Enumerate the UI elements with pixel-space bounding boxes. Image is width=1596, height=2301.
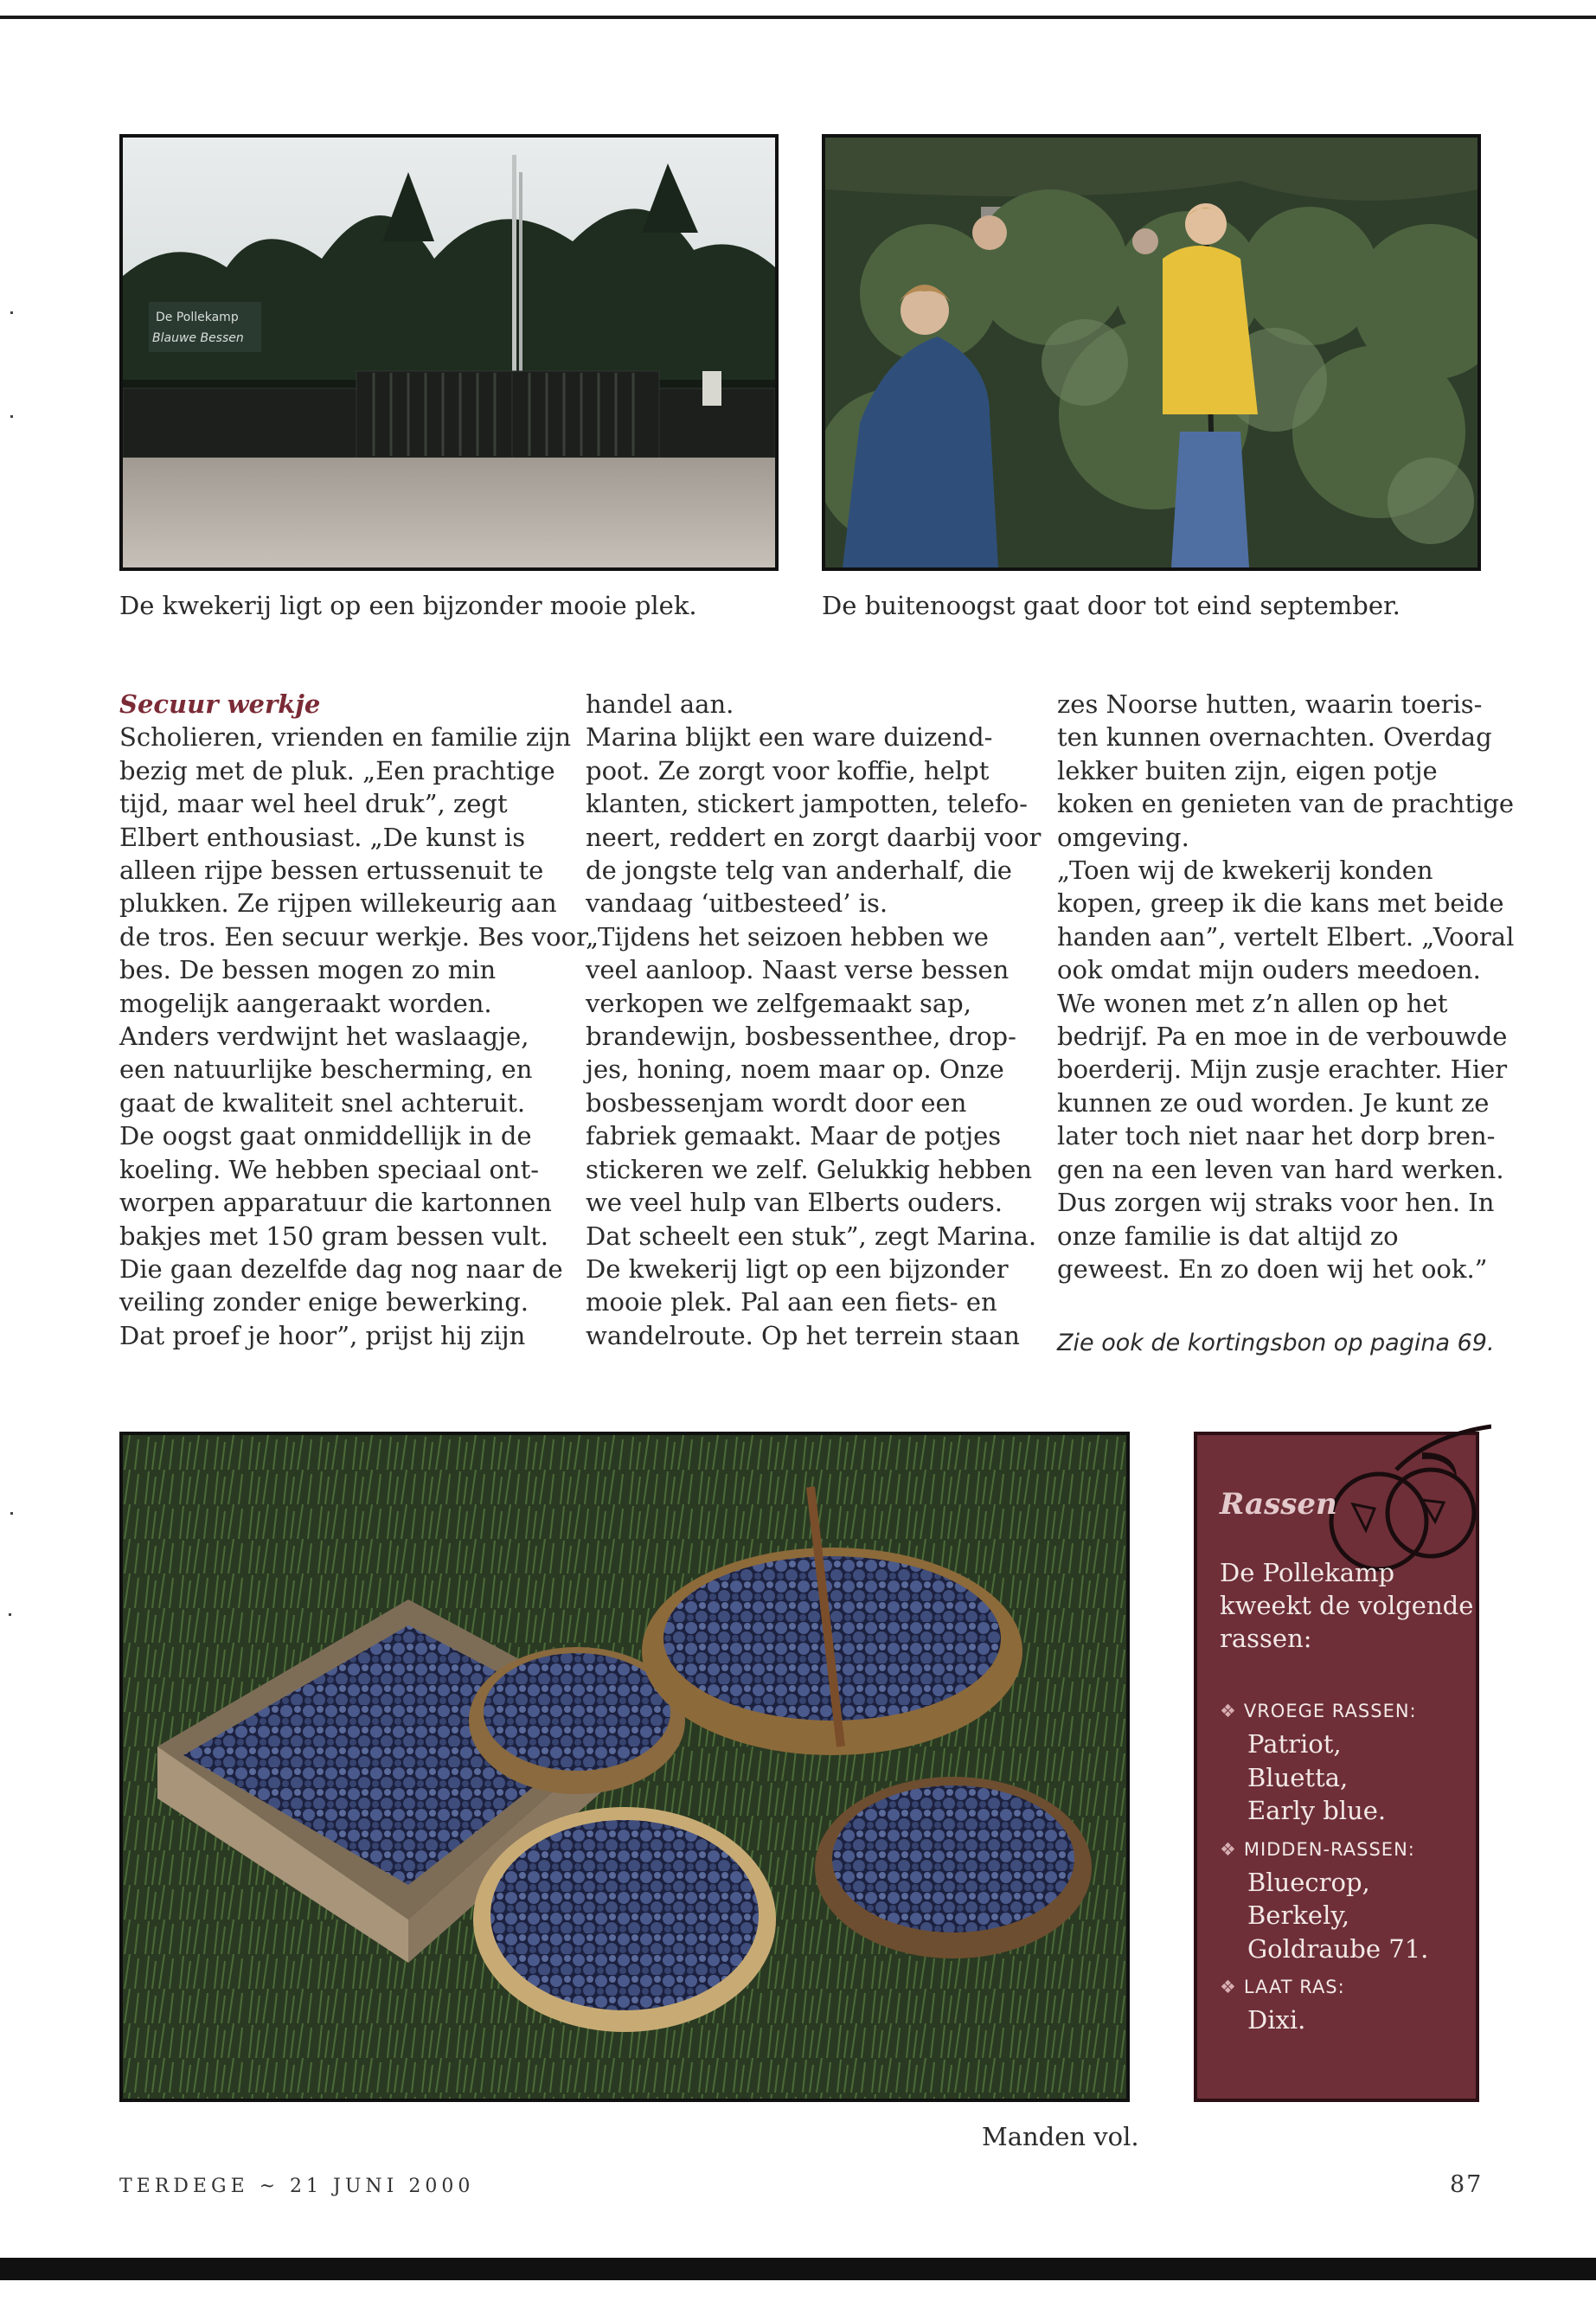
variety-group-label: VROEGE RASSEN: xyxy=(1243,1701,1417,1721)
col3-line: zes Noorse hutten, waarin toeris- xyxy=(1057,689,1483,719)
variety-group-heading xyxy=(1220,1971,1428,2003)
sign-line-2: Blauwe Bessen xyxy=(152,331,244,345)
variety-item: Bluecrop, xyxy=(1247,1867,1370,1897)
col3-line: onze familie is dat altijd zo xyxy=(1057,1221,1399,1251)
col1-line: De oogst gaat onmiddellijk in de xyxy=(119,1121,532,1151)
col2-line: neert, reddert en zorgt daarbij voor xyxy=(586,822,1042,852)
article-heading: Secuur werkje xyxy=(119,689,321,719)
col1-line: bakjes met 150 gram bessen vult. xyxy=(119,1221,548,1251)
page-number: 87 xyxy=(1450,2171,1484,2198)
margin-mark xyxy=(9,1613,11,1616)
col3-line: geweest. En zo doen wij het ook.” xyxy=(1057,1253,1488,1284)
sidebar-intro-line: rassen: xyxy=(1220,1624,1312,1653)
sidebar-intro xyxy=(1220,1556,1473,1655)
variety-group-label: MIDDEN-RASSEN: xyxy=(1243,1838,1415,1860)
col2-line: klanten, stickert jampotten, telefo- xyxy=(586,789,1028,819)
col3-line: Dus zorgen wij straks voor hen. In xyxy=(1057,1188,1495,1218)
variety-item: Dixi. xyxy=(1247,2005,1306,2035)
variety-item: Patriot, xyxy=(1247,1729,1342,1759)
sidebar-rassen xyxy=(1194,1432,1479,2102)
margin-mark xyxy=(10,311,13,314)
caption-gate: De kwekerij ligt op een bijzonder mooie plek. xyxy=(119,591,697,620)
photo-baskets xyxy=(119,1432,1130,2102)
col2-line: fabriek gemaakt. Maar de potjes xyxy=(586,1121,1002,1151)
variety-item: Early blue. xyxy=(1247,1796,1387,1825)
col2-line: we veel hulp van Elberts ouders. xyxy=(586,1188,1003,1218)
gate-scene-image xyxy=(123,138,775,567)
col1-line: bezig met de pluk. „Een prachtige xyxy=(119,755,555,785)
sidebar-intro-line: De Pollekamp xyxy=(1220,1558,1395,1587)
col3-line: kunnen ze oud worden. Je kunt ze xyxy=(1057,1087,1490,1118)
col2-line: Dat scheelt een stuk”, zegt Marina. xyxy=(586,1221,1037,1251)
col3-line: later toch niet naar het dorp bren- xyxy=(1057,1121,1496,1151)
article-column-2 xyxy=(586,688,1042,1352)
col2-line: handel aan. xyxy=(586,689,734,719)
variety-group-heading xyxy=(1220,1833,1428,1866)
col3-line: gen na een leven van hard werken. xyxy=(1057,1154,1504,1184)
variety-item: Bluetta, xyxy=(1247,1762,1349,1792)
bullet-icon: ❖ xyxy=(1220,1701,1237,1721)
col3-line: bedrijf. Pa en moe in de verbouwde xyxy=(1057,1022,1508,1052)
col1-line: de tros. Een secuur werkje. Bes voor xyxy=(119,921,588,952)
col2-line: wandelroute. Op het terrein staan xyxy=(586,1320,1020,1350)
col1-line: bes. De bessen mogen zo min xyxy=(119,955,497,985)
photo-nursery-gate xyxy=(119,134,779,571)
col1-line: Die gaan dezelfde dag nog naar de xyxy=(119,1253,563,1284)
col2-line: poot. Ze zorgt voor koffie, helpt xyxy=(586,755,990,785)
photo-harvest xyxy=(822,134,1481,571)
col2-line: stickeren we zelf. Gelukkig hebben xyxy=(586,1154,1033,1184)
variety-group-heading xyxy=(1220,1695,1428,1727)
sidebar-title: Rassen xyxy=(1220,1487,1337,1522)
col1-line: tijd, maar wel heel druk”, zegt xyxy=(119,789,508,819)
col1-line: mogelijk aangeraakt worden. xyxy=(119,988,492,1018)
col2-line: De kwekerij ligt op een bijzonder xyxy=(586,1253,1009,1284)
col3-line: omgeving. xyxy=(1057,822,1189,852)
col2-line: veel aanloop. Naast verse bessen xyxy=(586,955,1010,985)
col3-line: handen aan”, vertelt Elbert. „Vooral xyxy=(1057,921,1515,952)
article-column-1 xyxy=(119,688,588,1352)
col2-line: bosbessenjam wordt door een xyxy=(586,1087,967,1118)
publication-footer: TERDEGE ~ 21 JUNI 2000 xyxy=(119,2176,475,2197)
variety-group-early xyxy=(1220,1695,1428,1828)
variety-group-late xyxy=(1220,1971,1428,2037)
col3-line: lekker buiten zijn, eigen potje xyxy=(1057,755,1438,785)
col1-line: een natuurlijke bescherming, en xyxy=(119,1054,533,1085)
col2-line: brandewijn, bosbessenthee, drop- xyxy=(586,1022,1016,1052)
bullet-icon: ❖ xyxy=(1220,1977,1237,1997)
variety-group-mid xyxy=(1220,1833,1428,1966)
col1-line: koeling. We hebben speciaal ont- xyxy=(119,1154,540,1184)
variety-list xyxy=(1220,1695,1428,2042)
col2-line: de jongste telg van anderhalf, die xyxy=(586,856,1012,886)
coupon-note: Zie ook de kortingsbon op pagina 69. xyxy=(1057,1330,1495,1356)
col2-line: verkopen we zelfgemaakt sap, xyxy=(586,988,971,1018)
col2-line: Marina blijkt een ware duizend- xyxy=(586,722,993,753)
top-rule xyxy=(0,16,1596,19)
col1-line: Scholieren, vrienden en familie zijn xyxy=(119,722,572,753)
article-column-3 xyxy=(1057,688,1515,1285)
variety-group-label: LAAT RAS: xyxy=(1243,1977,1345,1997)
variety-item: Goldraube 71. xyxy=(1247,1933,1429,1964)
col3-line: kopen, greep ik die kans met beide xyxy=(1057,888,1504,919)
col1-line: gaat de kwaliteit snel achteruit. xyxy=(119,1087,526,1118)
col3-line: koken en genieten van de prachtige xyxy=(1057,789,1515,819)
col1-line: Dat proef je hoor”, prijst hij zijn xyxy=(119,1320,526,1350)
baskets-scene-image xyxy=(123,1435,1126,2099)
col1-line: plukken. Ze rijpen willekeurig aan xyxy=(119,888,557,919)
col3-line: ten kunnen overnachten. Overdag xyxy=(1057,722,1492,753)
margin-mark xyxy=(10,415,13,418)
col3-line: „Toen wij de kwekerij konden xyxy=(1057,856,1433,886)
col2-line: mooie plek. Pal aan een fiets- en xyxy=(586,1287,997,1317)
variety-item: Berkely, xyxy=(1247,1900,1350,1930)
col1-line: veiling zonder enige bewerking. xyxy=(119,1287,529,1317)
col2-line: „Tijdens het seizoen hebben we xyxy=(586,921,989,952)
col3-line: ook omdat mijn ouders meedoen. xyxy=(1057,955,1481,985)
col2-line: jes, honing, noem maar op. Onze xyxy=(586,1054,1004,1085)
col1-line: worpen apparatuur die kartonnen xyxy=(119,1188,552,1218)
harvest-scene-image xyxy=(825,138,1477,567)
sidebar-intro-line: kweekt de volgende xyxy=(1220,1591,1474,1620)
col3-line: boerderij. Mijn zusje erachter. Hier xyxy=(1057,1054,1508,1085)
caption-harvest: De buitenoogst gaat door tot eind september. xyxy=(822,591,1401,620)
margin-mark xyxy=(10,1512,13,1515)
sign-line-1: De Pollekamp xyxy=(156,311,239,324)
col2-line: vandaag ‘uitbesteed’ is. xyxy=(586,888,888,919)
col1-line: Elbert enthousiast. „De kunst is xyxy=(119,822,526,852)
bullet-icon: ❖ xyxy=(1220,1838,1237,1860)
col1-line: alleen rijpe bessen ertussenuit te xyxy=(119,856,544,886)
col1-line: Anders verdwijnt het waslaagje, xyxy=(119,1022,529,1052)
bottom-band xyxy=(0,2258,1596,2280)
col3-line: We wonen met z’n allen op het xyxy=(1057,988,1448,1018)
caption-baskets: Manden vol. xyxy=(982,2122,1139,2151)
